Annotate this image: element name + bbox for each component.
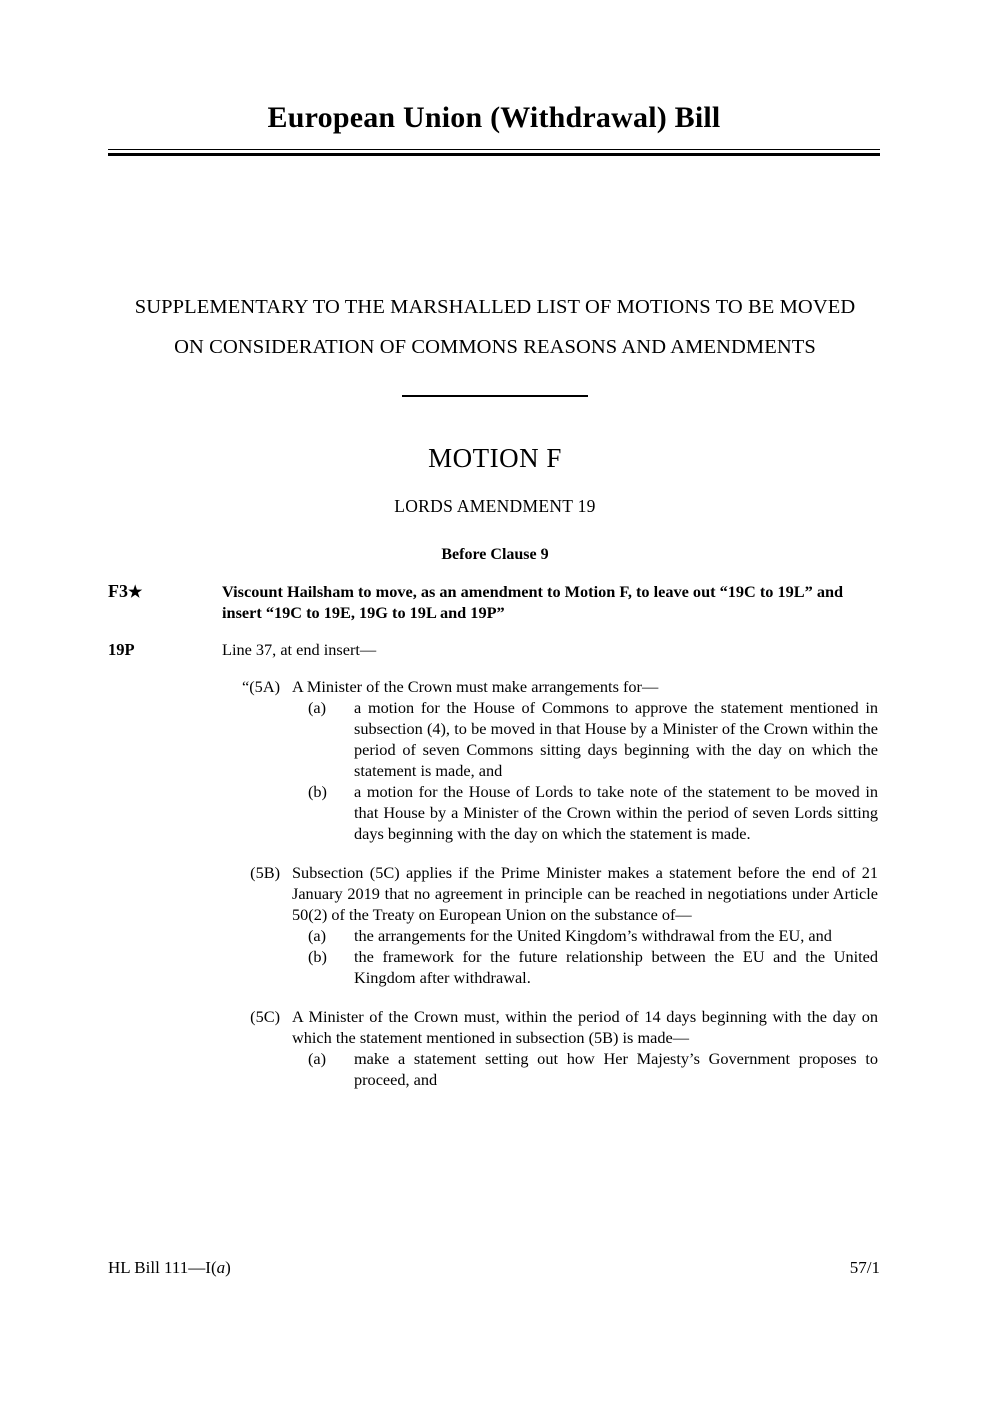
paragraph-5c-a	[292, 1048, 878, 1090]
amendment-marker-19p: 19P	[108, 640, 135, 659]
paragraph-5a-a	[292, 697, 878, 781]
before-clause-heading: Before Clause 9	[441, 546, 549, 563]
paragraph-label: (a)	[308, 698, 327, 717]
paragraph-label: (a)	[308, 926, 327, 945]
subsection-text: Subsection (5C) applies if the Prime Minister makes a statement before the end of 21 January 2019 that no agreement in principle can be reached in negotiations under Article 50(2) of the Treaty on European Union on the substance of—	[292, 863, 878, 924]
spacer	[108, 844, 878, 862]
amendment-19p-text: Line 37, at end insert—	[222, 640, 377, 659]
page-title: European Union (Withdrawal) Bill	[267, 101, 721, 134]
subsection-text: A Minister of the Crown must, within the period of 14 days beginning with the day on which the statement mentioned in subsection (5B) is made—	[292, 1007, 878, 1047]
paragraph-label: (b)	[308, 947, 327, 966]
paragraph-text: the framework for the future relationship between the EU and the United Kingdom after withdrawal.	[354, 947, 878, 987]
amendment-marker-f3	[108, 581, 208, 602]
subsection-5a	[222, 676, 878, 844]
spacer	[108, 988, 878, 1006]
amendment-19p	[108, 639, 878, 660]
rule-thick	[108, 153, 880, 156]
paragraph-label: (b)	[308, 782, 327, 801]
paragraph-text: make a statement setting out how Her Majesty’s Government proposes to proceed, and	[354, 1049, 878, 1089]
subtitle-divider-rule	[402, 395, 588, 397]
paragraph-label: (a)	[308, 1049, 327, 1068]
amendment-f3-text: Viscount Hailsham to move, as an amendment to Motion F, to leave out “19C to 19L” and insert “19C to 19E, 19G to 19L and 19P”	[222, 582, 844, 622]
subtitle-line-2: ON CONSIDERATION OF COMMONS REASONS AND AMENDMENTS	[174, 336, 816, 358]
bill-number-prefix: HL Bill 111—I(	[108, 1258, 217, 1277]
subsection-label: (5C)	[250, 1007, 280, 1026]
masthead-double-rule	[108, 149, 880, 156]
page-number: 57/1	[849, 1258, 880, 1277]
bill-number	[108, 1258, 231, 1278]
masthead	[108, 100, 880, 156]
amendment-number: F3	[108, 581, 128, 601]
bill-number-italic-part: a	[216, 1258, 226, 1277]
lords-amendment-heading: LORDS AMENDMENT 19	[394, 496, 596, 516]
paragraph-text: a motion for the House of Lords to take note of the statement to be moved in that House by a Minister of the Crown within the period of seven Lords sitting days beginning with the day on which the statement is made.	[354, 782, 878, 843]
star-icon: ★	[128, 584, 143, 601]
subsection-label: (5B)	[250, 863, 280, 882]
paragraph-5b-a	[292, 925, 878, 946]
amendment-f3	[108, 581, 878, 623]
subsection-label: “(5A)	[242, 677, 280, 696]
subsection-5b	[222, 862, 878, 988]
paragraph-5b-b	[292, 946, 878, 988]
paragraph-5a-b	[292, 781, 878, 844]
page-footer	[108, 1258, 880, 1278]
paragraph-text: the arrangements for the United Kingdom’s withdrawal from the EU, and	[354, 926, 832, 945]
bill-number-suffix: )	[225, 1258, 231, 1277]
amendment-body	[108, 581, 878, 1090]
subtitle-line-1: SUPPLEMENTARY TO THE MARSHALLED LIST OF MOTIONS TO BE MOVED	[134, 296, 856, 318]
document-subtitle	[95, 287, 895, 397]
subsection-text: A Minister of the Crown must make arrangements for—	[292, 677, 659, 696]
spacer	[108, 660, 878, 676]
subsection-5c	[222, 1006, 878, 1090]
spacer	[108, 623, 878, 639]
motion-title: MOTION F	[428, 443, 562, 473]
paragraph-text: a motion for the House of Commons to approve the statement mentioned in subsection (4), to be moved in that House by a Minister of the Crown within the period of seven Commons sitting days beginning with the day on which the statement is made, and	[354, 698, 878, 780]
